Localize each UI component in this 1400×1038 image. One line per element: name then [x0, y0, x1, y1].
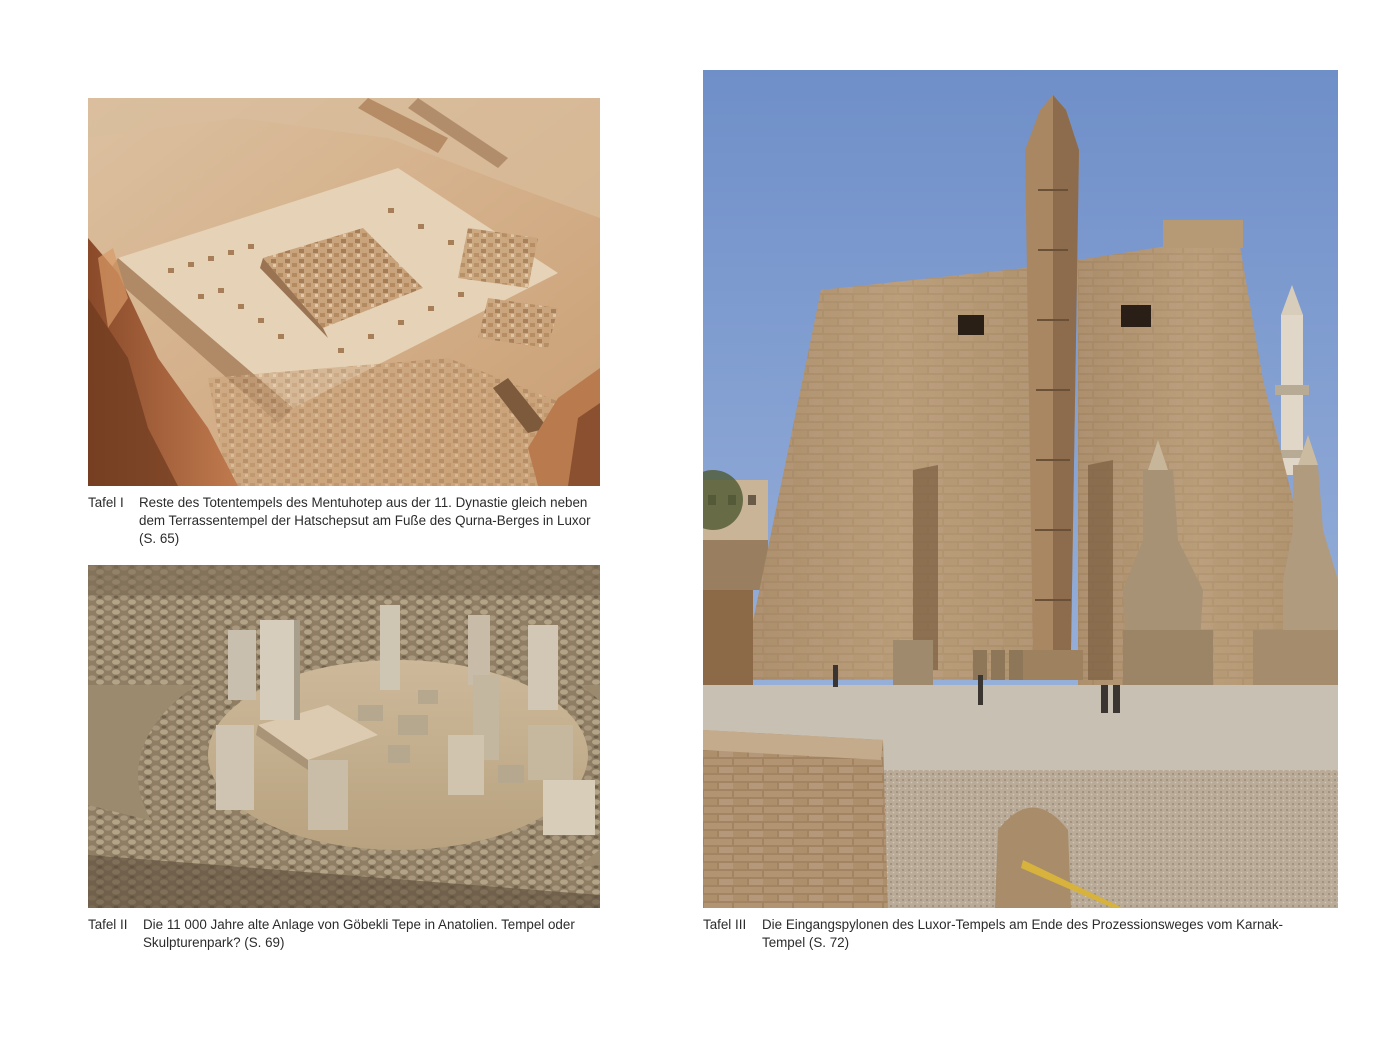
plate-2-photo [88, 565, 600, 908]
plate-3-caption-text: Die Eingangspylonen des Luxor-Tempels am Ende des Prozessionsweges vom Karnak-Tempel (S. 72) [762, 917, 1284, 950]
plate-1-caption [88, 494, 604, 548]
plate-2-caption [88, 916, 604, 952]
plate-2-label: Tafel II [88, 917, 128, 932]
plate-1-caption-text: Reste des Totentempels des Mentuhotep aus der 11. Dynastie gleich neben dem Terrassentempel der Hatschepsut am Fuße des Qurna-Berges in Luxor (S. 65) [139, 495, 591, 546]
plate-1-photo [88, 98, 600, 486]
plate-1-label: Tafel I [88, 495, 124, 510]
plate-3-photo [703, 70, 1338, 908]
plate-2-caption-text: Die 11 000 Jahre alte Anlage von Göbekli Tepe in Anatolien. Tempel oder Skulpturenpark? (S. 69) [143, 917, 575, 950]
plate-3-caption [703, 916, 1303, 952]
plate-3-label: Tafel III [703, 917, 747, 932]
